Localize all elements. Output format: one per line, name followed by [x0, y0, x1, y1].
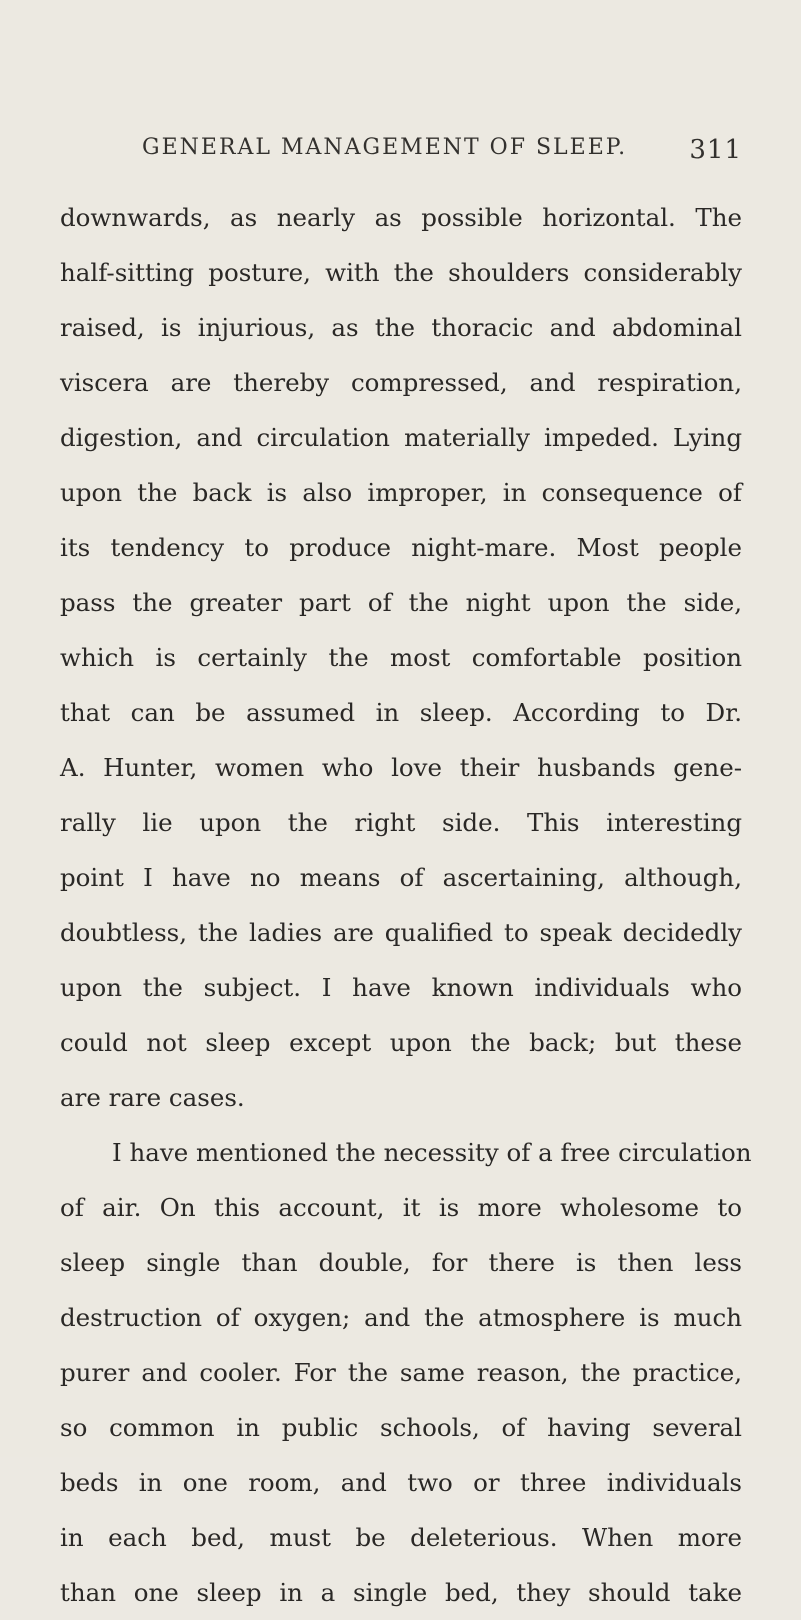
- text-line: its tendency to produce night-mare. Most people: [60, 533, 742, 562]
- text-line: than one sleep in a single bed, they should take: [60, 1578, 742, 1607]
- text-line: sleep single than double, for there is then less: [60, 1248, 742, 1277]
- text-line: of air. On this account, it is more wholesome to: [60, 1193, 742, 1222]
- text-line: raised, is injurious, as the thoracic and abdominal: [60, 313, 742, 342]
- text-line: are rare cases.: [60, 1083, 245, 1112]
- text-line: viscera are thereby compressed, and respiration,: [60, 368, 742, 397]
- page-header: [142, 135, 742, 171]
- text-line: could not sleep except upon the back; but these: [60, 1028, 742, 1057]
- paragraph-1: [60, 190, 742, 1125]
- text-line: digestion, and circulation materially impeded. Lying: [60, 423, 742, 452]
- text-line: half-sitting posture, with the shoulders considerably: [60, 258, 742, 287]
- text-line: purer and cooler. For the same reason, the practice,: [60, 1358, 742, 1387]
- text-line: in each bed, must be deleterious. When more: [60, 1523, 742, 1552]
- text-line: that can be assumed in sleep. According to Dr.: [60, 698, 742, 727]
- text-line: destruction of oxygen; and the atmosphere is much: [60, 1303, 742, 1332]
- text-line: so common in public schools, of having several: [60, 1413, 742, 1442]
- text-line: rally lie upon the right side. This interesting: [60, 808, 742, 837]
- text-line: which is certainly the most comfortable position: [60, 643, 742, 672]
- page-number: 311: [689, 135, 742, 165]
- body-text: [60, 190, 752, 1620]
- text-line: A. Hunter, women who love their husbands gene-: [60, 753, 742, 782]
- text-line: point I have no means of ascertaining, although,: [60, 863, 742, 892]
- text-line: upon the subject. I have known individuals who: [60, 973, 742, 1002]
- text-line: I have mentioned the necessity of a free circulation: [112, 1138, 752, 1167]
- running-title: GENERAL MANAGEMENT OF SLEEP.: [142, 135, 628, 160]
- text-line: pass the greater part of the night upon the side,: [60, 588, 742, 617]
- text-line: upon the back is also improper, in consequence of: [60, 478, 742, 507]
- paragraph-2: [60, 1125, 752, 1620]
- text-line: downwards, as nearly as possible horizontal. The: [60, 203, 742, 232]
- text-line: beds in one room, and two or three individuals: [60, 1468, 742, 1497]
- text-line: doubtless, the ladies are qualified to speak decidedly: [60, 918, 742, 947]
